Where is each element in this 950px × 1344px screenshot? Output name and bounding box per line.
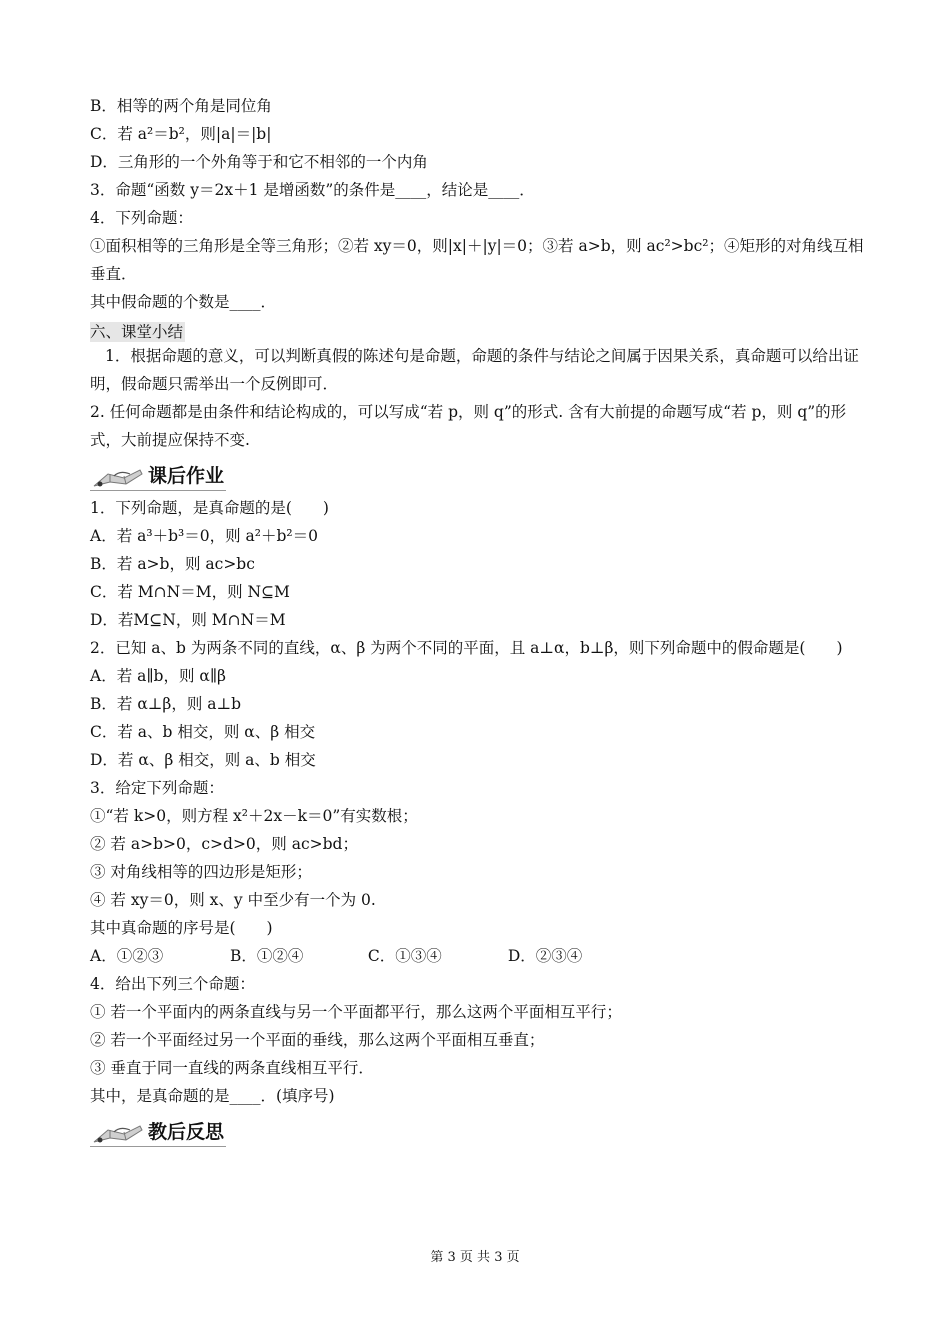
summary-title: 六、课堂小结 [90, 323, 184, 341]
hw-line: 其中，是真命题的是____．(填序号) [90, 1087, 335, 1105]
summary-paragraph-2: 2. 任何命题都是由条件和结论构成的，可以写成“若 p，则 q”的形式. 含有大前提的命题写成“若 p，则 q”的形式，大前提应保持不变. [90, 403, 847, 449]
hw-line: 3．给定下列命题： [90, 779, 224, 797]
hw-line: C．若 M∩N＝M，则 N⊆M [90, 583, 290, 601]
hw-line: ③ 垂直于同一直线的两条直线相互平行． [90, 1059, 374, 1077]
hw-line: ② 若 a>b>0，c>d>0，则 ac>bd； [90, 835, 358, 853]
book-reader-icon [90, 462, 146, 490]
hw-line: 1．下列命题，是真命题的是( ) [90, 499, 329, 517]
hw-line: C．若 a、b 相交，则 α、β 相交 [90, 723, 316, 741]
hw-line: 4．给出下列三个命题： [90, 975, 255, 993]
document-page [90, 92, 870, 1150]
question-4-ask: 其中假命题的个数是____． [90, 293, 277, 311]
hw-line: 2．已知 a、b 为两条不同的直线，α、β 为两个不同的平面，且 a⊥α，b⊥β，则下列命题中的假命题是( ) [90, 639, 843, 657]
question-4: 4．下列命题： [90, 209, 193, 227]
choice-b: B．相等的两个角是同位角 [90, 97, 272, 115]
hw-line: ①“若 k>0，则方程 x²＋2x－k＝0”有实数根； [90, 807, 418, 825]
book-reader-icon [90, 1118, 146, 1146]
hw-line: ③ 对角线相等的四边形是矩形； [90, 863, 312, 881]
hw-line: 其中真命题的序号是( ) [90, 919, 273, 937]
reflection-header [90, 1116, 870, 1150]
hw-line: A．若 a³＋b³＝0，则 a²＋b²＝0 [90, 527, 318, 545]
hw-line: D．若 α、β 相交，则 a、b 相交 [90, 751, 316, 769]
hw-line: ② 若一个平面经过另一个平面的垂线，那么这两个平面相互垂直； [90, 1031, 545, 1049]
choice: B．①②④ [229, 947, 304, 965]
question-4-statements: ①面积相等的三角形是全等三角形；②若 xy＝0，则|x|＋|y|＝0；③若 a>b，则 ac²>bc²；④矩形的对角线互相垂直． [90, 237, 864, 283]
choice-d: D．三角形的一个外角等于和它不相邻的一个内角 [90, 153, 428, 171]
summary-paragraph-1: 1．根据命题的意义，可以判断真假的陈述句是命题，命题的条件与结论之间属于因果关系，真命题可以给出证明，假命题只需举出一个反例即可． [90, 347, 859, 393]
page-footer: 第 3 页 共 3 页 [430, 1250, 520, 1265]
question-3-choices [90, 942, 870, 970]
choice-c: C．若 a²＝b²，则|a|＝|b| [90, 125, 272, 143]
choice: C．①③④ [367, 947, 442, 965]
homework-header [90, 460, 870, 494]
homework-underline [90, 490, 226, 491]
reflection-title: 教后反思 [148, 1121, 225, 1143]
choice: D．②③④ [507, 947, 583, 965]
hw-line: ④ 若 xy＝0，则 x、y 中至少有一个为 0. [90, 891, 376, 909]
question-3: 3．命题“函数 y＝2x＋1 是增函数”的条件是____，结论是____． [90, 181, 535, 199]
hw-line: D．若M⊆N，则 M∩N＝M [90, 611, 286, 629]
choice: A．①②③ [90, 947, 164, 965]
homework-title: 课后作业 [148, 465, 225, 487]
reflection-underline [90, 1146, 226, 1147]
hw-line: ① 若一个平面内的两条直线与另一个平面都平行，那么这两个平面相互平行； [90, 1003, 622, 1021]
hw-line: A．若 a∥b，则 α∥β [90, 667, 226, 685]
hw-line: B．若 a>b，则 ac>bc [90, 555, 255, 573]
hw-line: B．若 α⊥β，则 a⊥b [90, 695, 241, 713]
